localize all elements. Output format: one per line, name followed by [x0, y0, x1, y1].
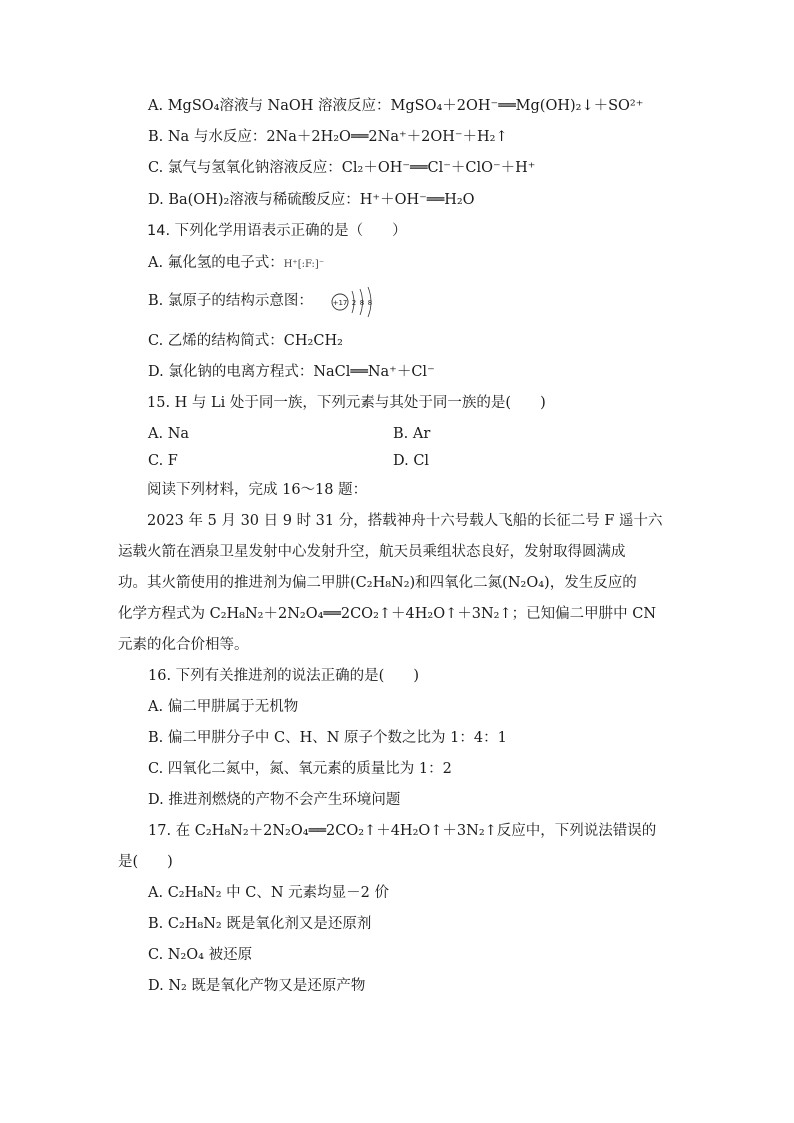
q17-option-c: C. N₂O₄ 被还原: [148, 947, 253, 963]
q14-option-a-label: A. 氟化氢的电子式：: [148, 255, 284, 271]
q13-option-b: B. Na 与水反应：2Na＋2H₂O══2Na⁺＋2OH⁻＋H₂↑: [148, 129, 508, 145]
shell-electrons-1: 2: [351, 299, 357, 307]
q16-option-b: B. 偏二甲肼分子中 C、H、N 原子个数之比为 1：4：1: [148, 730, 507, 746]
reading-line-4: 化学方程式为 C₂H₈N₂＋2N₂O₄══2CO₂↑＋4H₂O↑＋3N₂↑；已知偏二甲肼中 CN: [118, 606, 657, 622]
q14-option-a: [148, 253, 324, 275]
q15-option-d: D. Cl: [393, 453, 430, 469]
reading-line-3: 功。其火箭使用的推进剂为偏二甲肼(C₂H₈N₂)和四氧化二氮(N₂O₄)，发生反应的: [118, 575, 637, 591]
q17-stem-line-2: 是( ): [118, 854, 173, 870]
q15-option-c: C. F: [148, 453, 178, 469]
q14-option-d: D. 氯化钠的电离方程式：NaCl══Na⁺＋Cl⁻: [148, 364, 435, 380]
q14-option-c: C. 乙烯的结构简式：CH₂CH₂: [148, 333, 343, 349]
q16-option-c: C. 四氧化二氮中，氮、氧元素的质量比为 1：2: [148, 761, 452, 777]
q15-stem: 15. H 与 Li 处于同一族，下列元素与其处于同一族的是( ): [147, 395, 546, 411]
q14-stem: 14. 下列化学用语表示正确的是（ ）: [147, 223, 407, 239]
q13-option-c: C. 氯气与氢氧化钠溶液反应：Cl₂＋OH⁻══Cl⁻＋ClO⁻＋H⁺: [148, 160, 536, 176]
q15-option-b: B. Ar: [393, 426, 431, 442]
q16-option-d: D. 推进剂燃烧的产物不会产生环境问题: [148, 792, 401, 808]
reading-line-5: 元素的化合价相等。: [118, 637, 249, 653]
reading-line-2: 运载火箭在酒泉卫星发射中心发射升空，航天员乘组状态良好，发射取得圆满成: [118, 544, 626, 560]
electron-formula: H⁺[:F:]⁻: [283, 259, 325, 270]
q17-option-d: D. N₂ 既是氧化产物又是还原产物: [148, 978, 366, 994]
atom-structure-diagram: [331, 285, 381, 319]
q15-option-a: A. Na: [148, 426, 190, 442]
q16-stem: 16. 下列有关推进剂的说法正确的是( ): [148, 668, 419, 684]
q17-stem-line-1: 17. 在 C₂H₈N₂＋2N₂O₄══2CO₂↑＋4H₂O↑＋3N₂↑反应中，下列说法错误的: [148, 823, 657, 839]
reading-intro: 阅读下列材料，完成 16～18 题：: [147, 482, 368, 498]
q13-option-a: A. MgSO₄溶液与 NaOH 溶液反应：MgSO₄＋2OH⁻══Mg(OH)₂↓＋SO²⁺: [148, 98, 644, 114]
reading-line-1: 2023 年 5 月 30 日 9 时 31 分，搭载神舟十六号载人飞船的长征二号 F 遥十六: [147, 513, 663, 529]
q14-option-b-label: B. 氯原子的结构示意图：: [148, 293, 313, 309]
shell-electrons-2: 8: [359, 299, 365, 307]
q16-option-a: A. 偏二甲肼属于无机物: [148, 699, 299, 715]
q17-option-b: B. C₂H₈N₂ 既是氧化剂又是还原剂: [148, 916, 372, 932]
nucleus-charge: +17: [332, 299, 348, 307]
q17-option-a: A. C₂H₈N₂ 中 C、N 元素均显－2 价: [148, 885, 389, 901]
q13-option-d: D. Ba(OH)₂溶液与稀硫酸反应：H⁺＋OH⁻══H₂O: [148, 192, 475, 208]
shell-electrons-3: 8: [367, 299, 373, 307]
